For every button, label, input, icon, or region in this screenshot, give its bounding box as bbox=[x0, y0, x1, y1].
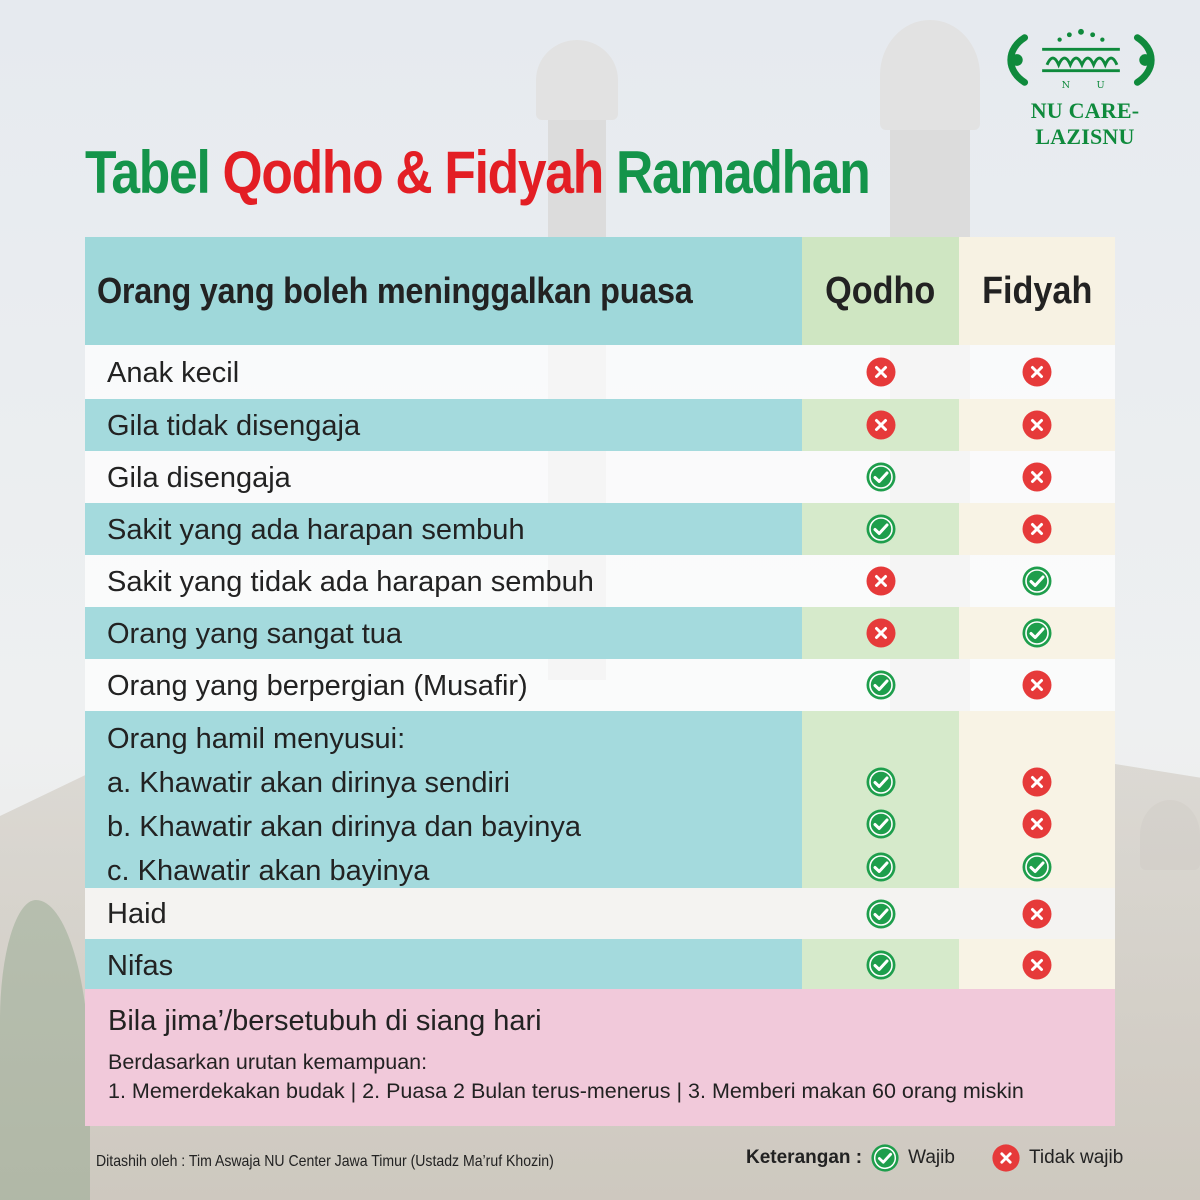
table-row-group bbox=[85, 711, 1115, 888]
x-icon bbox=[1021, 513, 1053, 545]
check-icon bbox=[865, 898, 897, 930]
row-label: Haid bbox=[107, 898, 167, 930]
brand-name: NU CARE-LAZISNU bbox=[1030, 98, 1140, 149]
x-icon bbox=[865, 617, 897, 649]
x-icon bbox=[865, 356, 897, 388]
legend bbox=[746, 1140, 1159, 1176]
x-icon bbox=[1021, 669, 1053, 701]
jima-section bbox=[85, 989, 1115, 1126]
table-header-row bbox=[85, 237, 1115, 345]
check-icon bbox=[865, 851, 897, 883]
check-icon bbox=[865, 808, 897, 840]
svg-text:U: U bbox=[1096, 80, 1105, 92]
credit-text: Ditashih oleh : Tim Aswaja NU Center Jawa Timur (Ustadz Ma’ruf Khozin) bbox=[96, 1153, 554, 1170]
x-icon bbox=[1021, 356, 1053, 388]
title-part-1: Tabel bbox=[85, 139, 223, 206]
nu-globe-emblem-icon bbox=[1002, 26, 1160, 94]
jima-title: Bila jima’/bersetubuh di siang hari bbox=[108, 1005, 542, 1037]
page-title bbox=[85, 138, 869, 207]
legend-tidak-label: Tidak wajib bbox=[1028, 1147, 1124, 1168]
legend-wajib-label: Wajib bbox=[908, 1147, 955, 1168]
row-label: Orang yang sangat tua bbox=[107, 617, 403, 650]
row-label: Orang yang berpergian (Musafir) bbox=[107, 669, 528, 702]
x-icon bbox=[1021, 949, 1053, 981]
header-cell-fidyah bbox=[959, 237, 1115, 345]
check-icon bbox=[1021, 617, 1053, 649]
x-icon bbox=[1021, 409, 1053, 441]
check-icon bbox=[870, 1143, 900, 1173]
group-item-label: b. Khawatir akan dirinya dan bayinya bbox=[107, 811, 581, 843]
x-icon bbox=[1021, 898, 1053, 930]
table-row bbox=[85, 555, 1115, 607]
title-part-3: Ramadhan bbox=[602, 139, 870, 206]
row-label: Nifas bbox=[107, 949, 174, 982]
x-icon bbox=[1021, 808, 1053, 840]
group-item-label: a. Khawatir akan dirinya sendiri bbox=[107, 767, 510, 799]
row-label: Anak kecil bbox=[107, 356, 240, 389]
header-fidyah: Fidyah bbox=[981, 269, 1093, 312]
row-label: Sakit yang tidak ada harapan sembuh bbox=[107, 565, 594, 598]
x-icon bbox=[865, 565, 897, 597]
x-icon bbox=[1021, 766, 1053, 798]
group-item-label: c. Khawatir akan bayinya bbox=[107, 855, 430, 887]
table-row bbox=[85, 659, 1115, 711]
check-icon bbox=[865, 513, 897, 545]
header-cell-label bbox=[85, 237, 802, 345]
row-label: Sakit yang ada harapan sembuh bbox=[107, 513, 525, 546]
svg-text:N: N bbox=[1061, 80, 1071, 92]
table-row bbox=[85, 607, 1115, 659]
x-icon bbox=[991, 1143, 1021, 1173]
header-qodho: Qodho bbox=[825, 269, 936, 312]
table-row bbox=[85, 399, 1115, 451]
row-label: Gila disengaja bbox=[107, 461, 291, 494]
header-label: Orang yang boleh meninggalkan puasa bbox=[97, 270, 693, 311]
table-row bbox=[85, 345, 1115, 399]
nu-care-lazisnu-logo bbox=[990, 20, 1180, 149]
check-icon bbox=[1021, 851, 1053, 883]
check-icon bbox=[865, 461, 897, 493]
check-icon bbox=[865, 766, 897, 798]
check-icon bbox=[865, 949, 897, 981]
table-row bbox=[85, 939, 1115, 991]
title-part-2: Qodho & Fidyah bbox=[222, 139, 603, 206]
jima-steps: 1. Memerdekakan budak | 2. Puasa 2 Bulan terus-menerus | 3. Memberi makan 60 orang miskin bbox=[108, 1079, 1024, 1103]
group-label: Orang hamil menyusui: bbox=[107, 723, 406, 755]
x-icon bbox=[865, 409, 897, 441]
table-row bbox=[85, 451, 1115, 503]
legend-item-wajib bbox=[870, 1143, 955, 1173]
legend-label: Keterangan : bbox=[746, 1147, 863, 1168]
check-icon bbox=[1021, 565, 1053, 597]
check-icon bbox=[865, 669, 897, 701]
x-icon bbox=[1021, 461, 1053, 493]
table-row bbox=[85, 888, 1115, 939]
header-cell-qodho bbox=[802, 237, 959, 345]
row-label: Gila tidak disengaja bbox=[107, 409, 361, 442]
legend-item-tidak-wajib bbox=[991, 1143, 1123, 1173]
qodho-fidyah-table bbox=[85, 237, 1115, 991]
table-row bbox=[85, 503, 1115, 555]
jima-subtitle: Berdasarkan urutan kemampuan: bbox=[108, 1050, 428, 1074]
